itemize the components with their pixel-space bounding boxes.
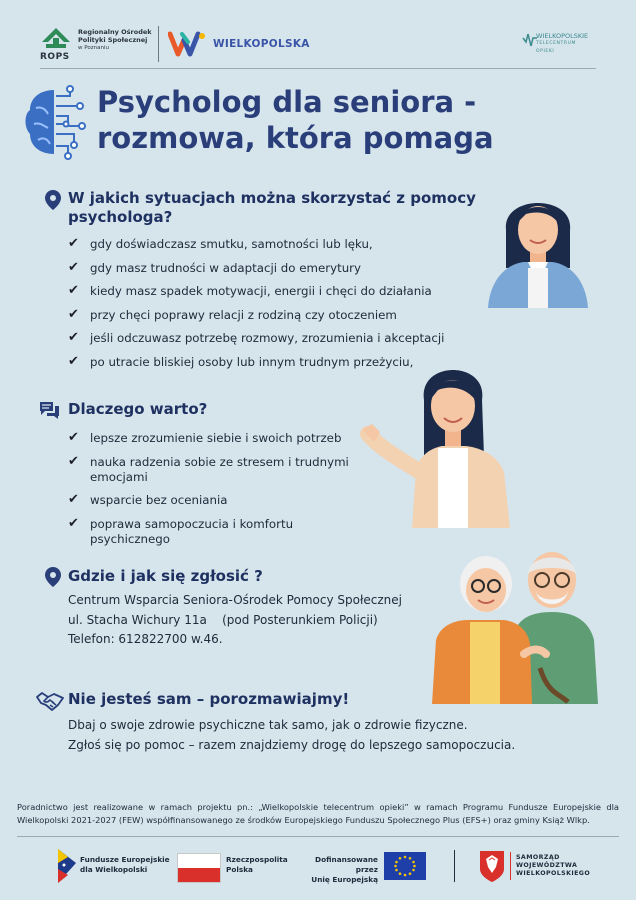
list-item: ✔ nauka radzenia sobie ze stresem i trudnymi emocjami xyxy=(68,455,358,485)
list-item: ✔ lepsze zrozumienie siebie i swoich potrzeb xyxy=(68,431,358,446)
footer-divider xyxy=(17,836,619,837)
section-situations-heading: W jakich sytuacjach można skorzystać z pomocy psychologa? xyxy=(68,189,476,226)
header-separator xyxy=(158,26,159,62)
list-item: ✔ przy chęci poprawy relacji z rodziną czy otoczeniem xyxy=(68,308,478,323)
situations-list xyxy=(68,237,478,378)
seniors-couple-illustration xyxy=(428,544,618,704)
benefits-list xyxy=(68,431,358,555)
contact-center-name: Centrum Wsparcia Seniora-Ośrodek Pomocy Społecznej xyxy=(68,593,402,607)
list-item: ✔ po utracie bliskiej osoby lub innym trudnym przeżyciu, xyxy=(68,355,478,370)
list-item: ✔ poprawa samopoczucia i komfortu psychicznego xyxy=(68,517,358,547)
contact-phone: Telefon: 612822700 w.46. xyxy=(68,632,223,646)
rops-abbr: ROPS xyxy=(40,52,70,62)
contact-address: ul. Stacha Wichury 11a (pod Posterunkiem Policji) xyxy=(68,612,378,627)
brain-circuit-icon xyxy=(22,84,88,160)
handshake-icon xyxy=(36,689,64,713)
fe-logo-icon xyxy=(56,849,76,883)
wielkopolska-brand: WIELKOPOLSKA xyxy=(213,38,310,50)
list-item: ✔ gdy masz trudności w adaptacji do emerytury xyxy=(68,261,478,276)
rp-logo-text: Rzeczpospolita Polska xyxy=(226,855,288,874)
list-item: ✔ gdy doświadczasz smutku, samotności lub lęku, xyxy=(68,237,478,252)
woman-presenting-illustration xyxy=(358,360,518,528)
project-funding-note: Poradnictwo jest realizowane w ramach projektu pn.: „Wielkopolskie telecentrum opieki” w ramach Programu Fundusze Europejskie dla Wielkopolski 2021-2027 (FEW) współfinansowanego ze środków Europejskiego Funduszu Społecznego Plus (EFS+) oraz gminy Książ Wlkp. xyxy=(17,802,619,825)
wielkopolska-logo-icon xyxy=(168,28,208,58)
closing-message: Dbaj o swoje zdrowie psychiczne tak samo, jak o zdrowie fizyczne. Zgłoś się po pomoc – razem znajdziemy drogę do lepszego samopoczucia. xyxy=(68,718,516,752)
section-why-heading: Dlaczego warto? xyxy=(68,400,208,418)
page-title: Psycholog dla seniora - rozmowa, która pomaga xyxy=(97,85,494,155)
contact-info xyxy=(68,591,402,650)
wielkopolska-crest-icon xyxy=(478,849,506,883)
list-item: ✔ kiedy masz spadek motywacji, energii i chęci do działania xyxy=(68,284,478,299)
list-item: ✔ wsparcie bez oceniania xyxy=(68,493,358,508)
woman-illustration xyxy=(484,184,592,308)
header-divider xyxy=(40,68,596,69)
location-pin-icon xyxy=(42,189,64,211)
section-where-heading: Gdzie i jak się zgłosić ? xyxy=(68,567,263,585)
chat-bubbles-icon xyxy=(38,399,60,421)
list-item: ✔ jeśli odczuwasz potrzebę rozmowy, zrozumienia i akceptacji xyxy=(68,331,478,346)
poland-flag-icon xyxy=(177,853,221,883)
crest-divider xyxy=(510,852,511,880)
fe-logo-text: Fundusze Europejskie dla Wielkopolski xyxy=(80,855,170,874)
eu-flag-icon xyxy=(384,852,426,880)
location-pin-icon-2 xyxy=(42,566,64,588)
samorzad-logo-text: SAMORZĄD WOJEWÓDZTWA WIELKOPOLSKIEGO xyxy=(516,854,591,877)
eu-logo-text: Dofinansowane przez Unię Europejską xyxy=(311,855,378,884)
footer-separator xyxy=(454,850,455,882)
rops-name: Regionalny Ośrodek Polityki Społecznej w Poznaniu xyxy=(78,28,152,51)
wto-name: WIELKOPOLSKIE TELECENTRUM OPIEKI xyxy=(536,32,589,54)
section-not-alone-heading: Nie jesteś sam – porozmawiajmy! xyxy=(68,690,350,708)
